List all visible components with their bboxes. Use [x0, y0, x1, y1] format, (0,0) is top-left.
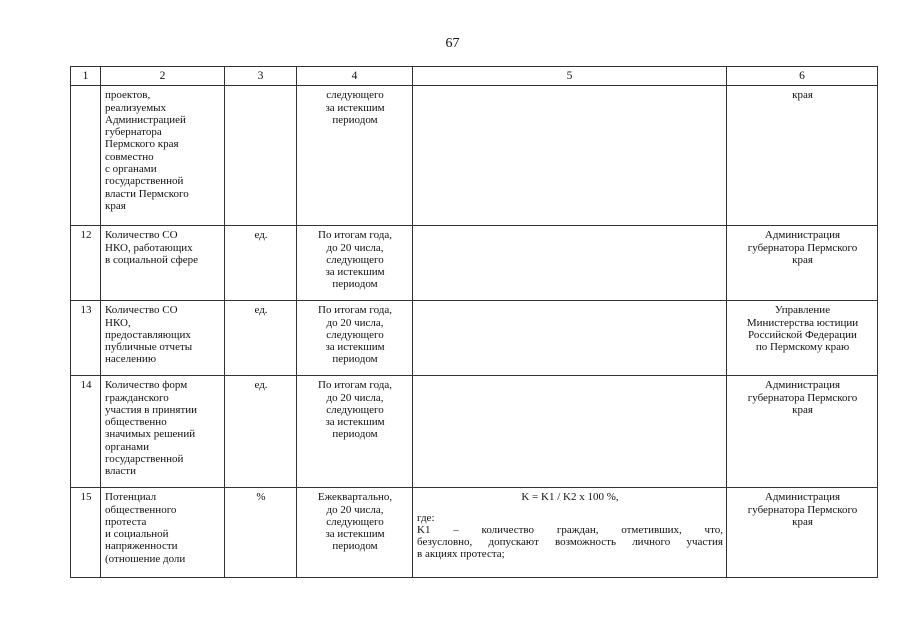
cell-text-line: края [105, 199, 126, 212]
cell-text-line: Министерства юстиции [746, 316, 859, 329]
row-number-cell: 14 [71, 376, 101, 488]
cell-text-line: проектов, [105, 89, 151, 102]
method-text-line: где: [417, 511, 435, 524]
cell-text-line: гражданского [105, 391, 169, 404]
cell-text-line: Администрация [764, 379, 841, 392]
cell-text-line: значимых решений [105, 428, 196, 441]
cell-text-line: за истекшим [325, 341, 385, 354]
cell-text-line: власти [105, 465, 136, 478]
cell-text-line: за истекшим [325, 528, 385, 541]
calculation-method-cell [413, 488, 727, 578]
cell-text-line: Количество СО [105, 229, 178, 242]
row-number-cell: 12 [71, 226, 101, 301]
cell-text-line: до 20 числа, [326, 391, 384, 404]
cell-text-line: следующего [326, 328, 384, 341]
cell-text-line: Администрацией [105, 113, 186, 126]
cell-text-line: края [792, 253, 813, 266]
cell-text-line: губернатора Пермского [747, 241, 858, 254]
reporting-period-cell [297, 226, 413, 301]
cell-text-line: до 20 числа, [326, 316, 384, 329]
table-row [71, 376, 878, 488]
cell-text-line: (отношение доли [105, 552, 186, 565]
indicator-name-cell [101, 301, 225, 376]
column-header: 3 [225, 67, 297, 86]
method-text-line: в акциях протеста; [417, 548, 505, 561]
table-header-row [71, 67, 878, 86]
cell-text-line: периодом [332, 353, 378, 366]
cell-text-line: Ежеквартально, [317, 491, 393, 504]
table-row [71, 86, 878, 226]
cell-text-line: периодом [332, 540, 378, 553]
reporting-period-cell [297, 86, 413, 226]
cell-text-line: края [792, 89, 813, 102]
cell-text-line: следующего [326, 253, 384, 266]
responsible-body-cell [727, 226, 878, 301]
cell-text-line: до 20 числа, [326, 241, 384, 254]
reporting-period-cell [297, 376, 413, 488]
indicator-name-cell [101, 226, 225, 301]
table-row [71, 488, 878, 578]
cell-text-line: населению [105, 353, 157, 366]
cell-text-line: следующего [326, 89, 384, 102]
cell-text-line: Российской Федерации [748, 328, 857, 341]
cell-text-line: края [792, 515, 813, 528]
cell-text-line: периодом [332, 428, 378, 441]
cell-text-line: за истекшим [325, 266, 385, 279]
cell-text-line: края [792, 403, 813, 416]
cell-text-line: НКО, работающих [105, 241, 193, 254]
cell-text-line: Пермского края [105, 138, 179, 151]
column-header: 5 [413, 67, 727, 86]
indicators-table [70, 66, 878, 578]
cell-text-line: до 20 числа, [326, 503, 384, 516]
cell-text-line: предоставляющих [105, 328, 191, 341]
cell-text-line: Количество СО [105, 304, 178, 317]
row-number-cell: 15 [71, 488, 101, 578]
indicator-name-cell [101, 86, 225, 226]
cell-text-line: напряженности [105, 540, 178, 553]
cell-text-line: периодом [332, 113, 378, 126]
row-number-cell [71, 86, 101, 226]
cell-text-line: в социальной сфере [105, 253, 199, 266]
cell-text-line: Количество форм [105, 379, 188, 392]
cell-text-line: Управление [774, 304, 831, 317]
cell-text-line: Администрация [764, 491, 841, 504]
cell-text-line: за истекшим [325, 416, 385, 429]
row-number-cell: 13 [71, 301, 101, 376]
indicator-name-cell [101, 488, 225, 578]
cell-text-line: протеста [105, 515, 147, 528]
column-header: 4 [297, 67, 413, 86]
calculation-method-cell [413, 86, 727, 226]
method-text-line: K1 – количество граждан, отметивших, что, [417, 523, 723, 536]
cell-text-line: губернатора Пермского [747, 391, 858, 404]
cell-text-line: Потенциал [105, 491, 157, 504]
unit-cell: ед. [225, 376, 297, 488]
responsible-body-cell [727, 376, 878, 488]
cell-text-line: губернатора Пермского [747, 503, 858, 516]
cell-text-line: власти Пермского [105, 187, 189, 200]
cell-text-line: публичные отчеты [105, 341, 193, 354]
cell-text-line: органами [105, 440, 150, 453]
page-number: 67 [445, 36, 460, 51]
cell-text-line: и социальной [105, 528, 169, 541]
cell-text-line: По итогам года, [318, 304, 392, 317]
column-header: 1 [71, 67, 101, 86]
responsible-body-cell [727, 488, 878, 578]
cell-text-line: следующего [326, 403, 384, 416]
column-header: 6 [727, 67, 878, 86]
cell-text-line: реализуемых [105, 101, 167, 114]
unit-cell [225, 86, 297, 226]
cell-text-line: совместно [105, 150, 154, 163]
table-row [71, 301, 878, 376]
indicator-name-cell [101, 376, 225, 488]
cell-text-line: общественно [105, 416, 167, 429]
cell-text-line: По итогам года, [318, 229, 392, 242]
cell-text-line: следующего [326, 515, 384, 528]
formula-text: K = K1 / K2 x 100 %, [521, 491, 619, 504]
unit-cell: % [225, 488, 297, 578]
calculation-method-cell [413, 376, 727, 488]
column-header: 2 [101, 67, 225, 86]
unit-cell: ед. [225, 226, 297, 301]
calculation-method-cell [413, 226, 727, 301]
table-row [71, 226, 878, 301]
responsible-body-cell [727, 301, 878, 376]
cell-text-line: губернатора [105, 126, 162, 139]
cell-text-line: периодом [332, 278, 378, 291]
cell-text-line: государственной [105, 453, 184, 466]
cell-text-line: НКО, [105, 316, 131, 329]
cell-text-line: общественного [105, 503, 177, 516]
calculation-method-cell [413, 301, 727, 376]
cell-text-line: по Пермскому краю [755, 341, 850, 354]
reporting-period-cell [297, 488, 413, 578]
unit-cell: ед. [225, 301, 297, 376]
cell-text-line: государственной [105, 175, 184, 188]
cell-text-line: за истекшим [325, 101, 385, 114]
method-text-line: безусловно, допускают возможность личного участия [417, 536, 723, 549]
reporting-period-cell [297, 301, 413, 376]
cell-text-line: Администрация [764, 229, 841, 242]
responsible-body-cell [727, 86, 878, 226]
cell-text-line: участия в принятии [105, 403, 198, 416]
cell-text-line: По итогам года, [318, 379, 392, 392]
cell-text-line: с органами [105, 163, 157, 176]
